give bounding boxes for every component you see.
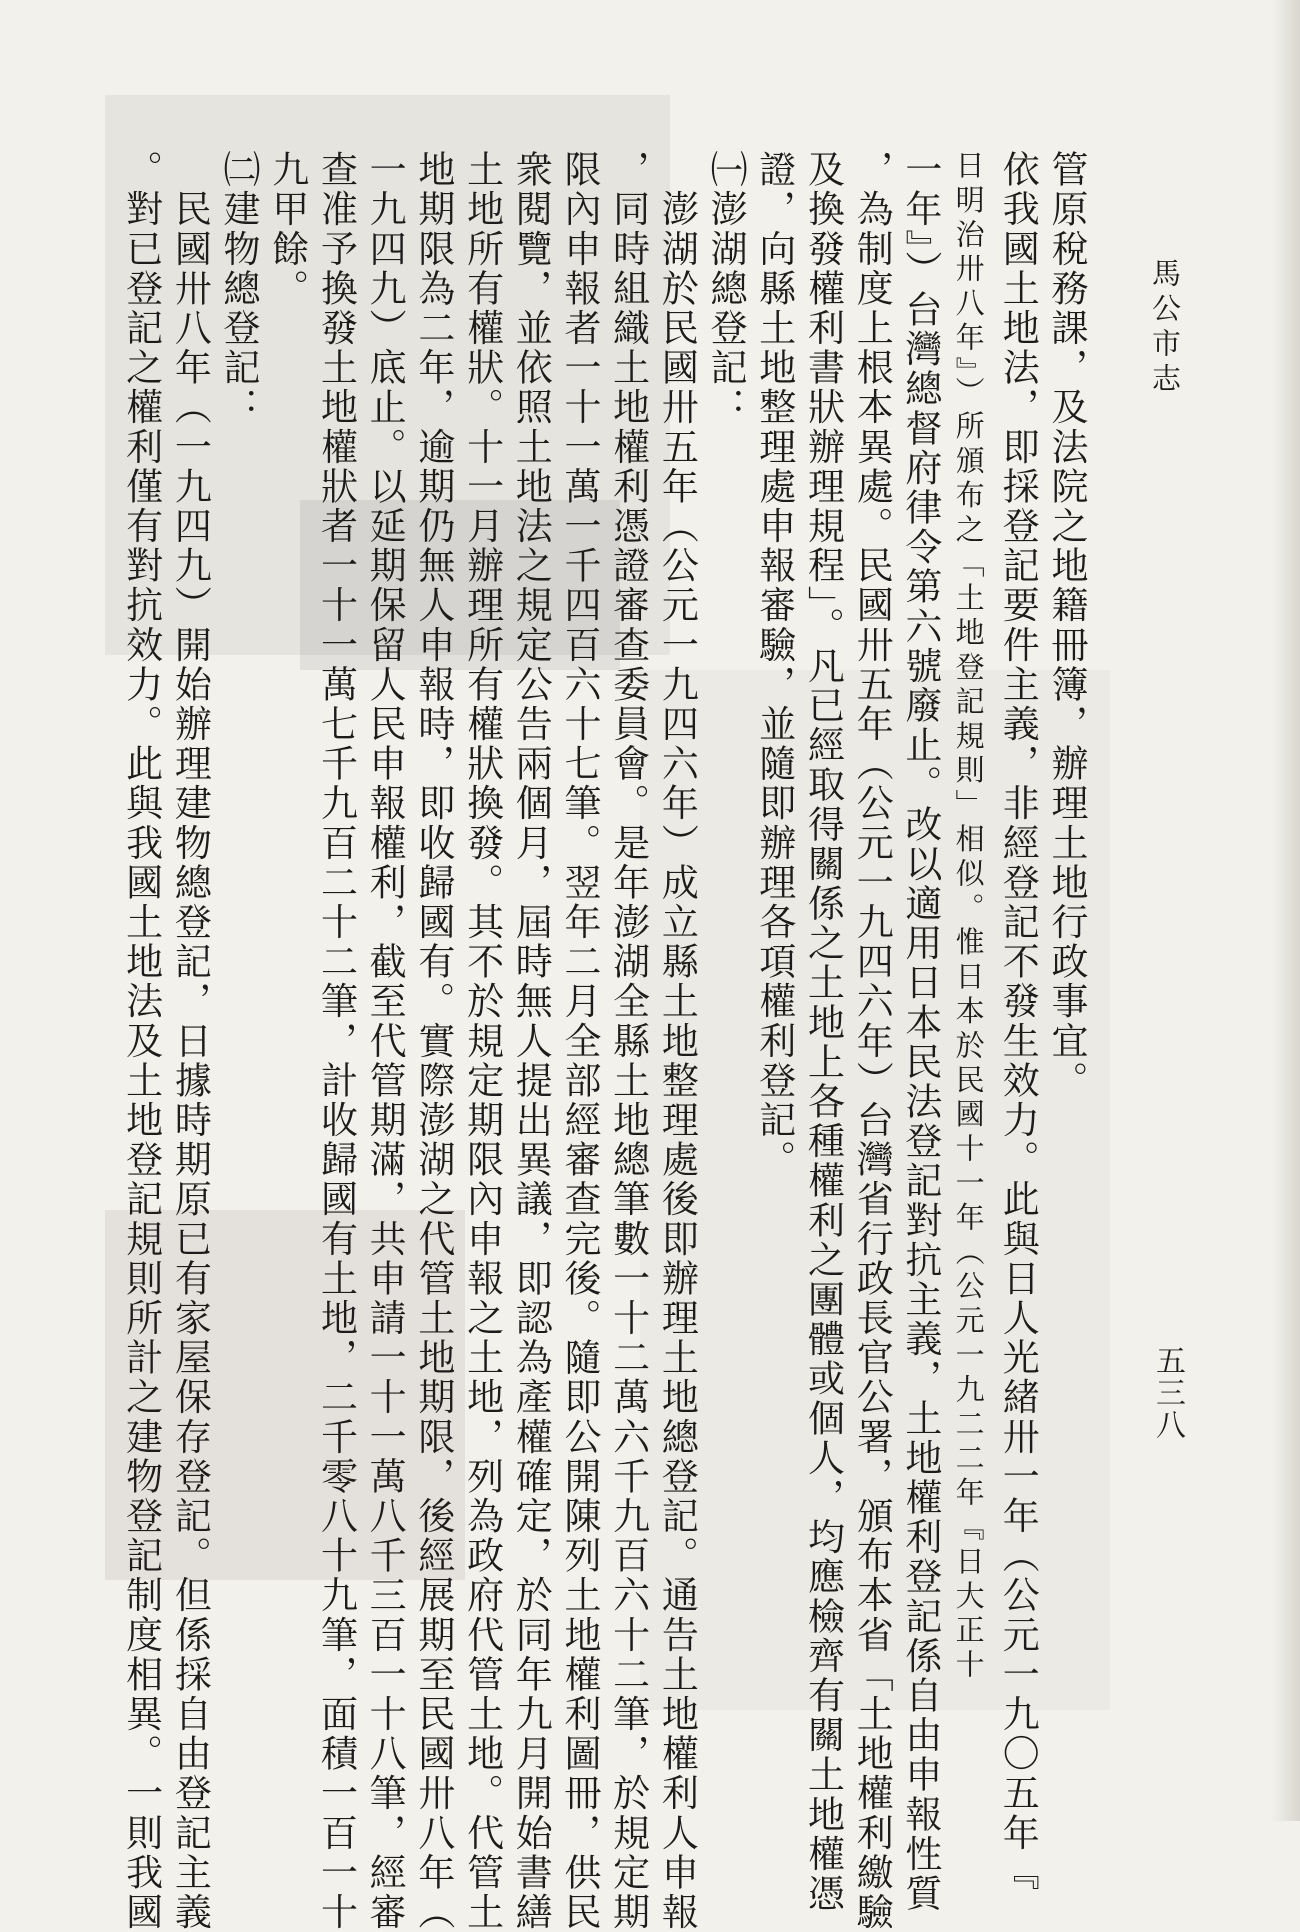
text-column: 。對已登記之權利僅有對抗效力。此與我國土地法及土地登記規則所計之建物登記制度相異。一則我國 (119, 150, 163, 1932)
text-column: 日明治卅八年』）所頒布之「土地登記規則」相似。惟日本於民國十一年（公元一九二二年『日大正十 (951, 150, 986, 1684)
text-column: 衆閱覽，並依照土地法之規定公告兩個月，屆時無人提出異議，即認為產權確定，於同年九月開始書繕 (509, 150, 553, 1932)
section-heading: ㈠澎湖總登記： (704, 150, 748, 428)
text-column: ，為制度上根本異處。民國卅五年（公元一九四六年）台灣省行政長官公署，頒布本省「土地權利繳驗 (850, 150, 894, 1932)
text-column: ，同時組織土地權利憑證審查委員會。是年澎湖全縣土地總筆數一十二萬六千九百六十二筆，於規定期 (606, 150, 650, 1932)
text-column: 管原稅務課，及法院之地籍冊簿，辦理土地行政事宜。 (1045, 150, 1088, 1101)
text-column: 限內申報者一十一萬一千四百六十七筆。翌年二月全部經審查完後。隨即公開陳列土地權利圖冊，供民 (557, 150, 601, 1932)
text-column: 一九四九）底止。以延期保留人民申報權利，截至代管期滿，共申請一十一萬八千三百一十八筆，經審 (363, 150, 407, 1932)
text-column: 九甲餘。 (265, 150, 309, 309)
text-column: 土地所有權狀。十一月辦理所有權狀換發。其不於規定期限內申報之土地，列為政府代管土地。代管土 (460, 150, 504, 1932)
text-column: 民國卅八年（一九四九）開始辦理建物總登記，日據時期原已有家屋保存登記。但係採自由登記主義 (168, 150, 212, 1932)
text-column: 一年』）台灣總督府律令第六號廢止。改以適用日本民法登記對抗主義，土地權利登記係自由申報性質 (898, 150, 942, 1914)
text-column: 及換發權利書狀辦理規程」。凡已經取得關係之土地上各種權利之團體或個人，均應檢齊有關土地權憑 (801, 150, 845, 1914)
text-column: 證，向縣土地整理處申報審驗，並隨即辦理各項權利登記。 (752, 150, 796, 1180)
page-edge-shadow (1272, 0, 1300, 1821)
text-column: 澎湖於民國卅五年（公元一九四六年）成立縣土地整理處後即辦理土地總登記。通告土地權利人申報 (655, 150, 699, 1932)
text-column: 查准予換發土地權狀者一十一萬七千九百二十二筆，計收歸國有土地，二千零八十九筆，面積一百一十 (314, 150, 358, 1932)
page-number: 五三八 (1150, 1345, 1185, 1441)
text-column: 地期限為二年，逾期仍無人申報時，即收歸國有。實際澎湖之代管土地期限，後經展期至民國卅八年（ (411, 150, 455, 1932)
running-title: 馬公市志 (1148, 258, 1182, 398)
section-heading: ㈡建物總登記： (217, 150, 261, 428)
text-column: 依我國土地法，即採登記要件主義，非經登記不發生效力。此與日人光緒卅一年（公元一九〇五年『 (996, 150, 1040, 1893)
body-text (116, 150, 1090, 1932)
